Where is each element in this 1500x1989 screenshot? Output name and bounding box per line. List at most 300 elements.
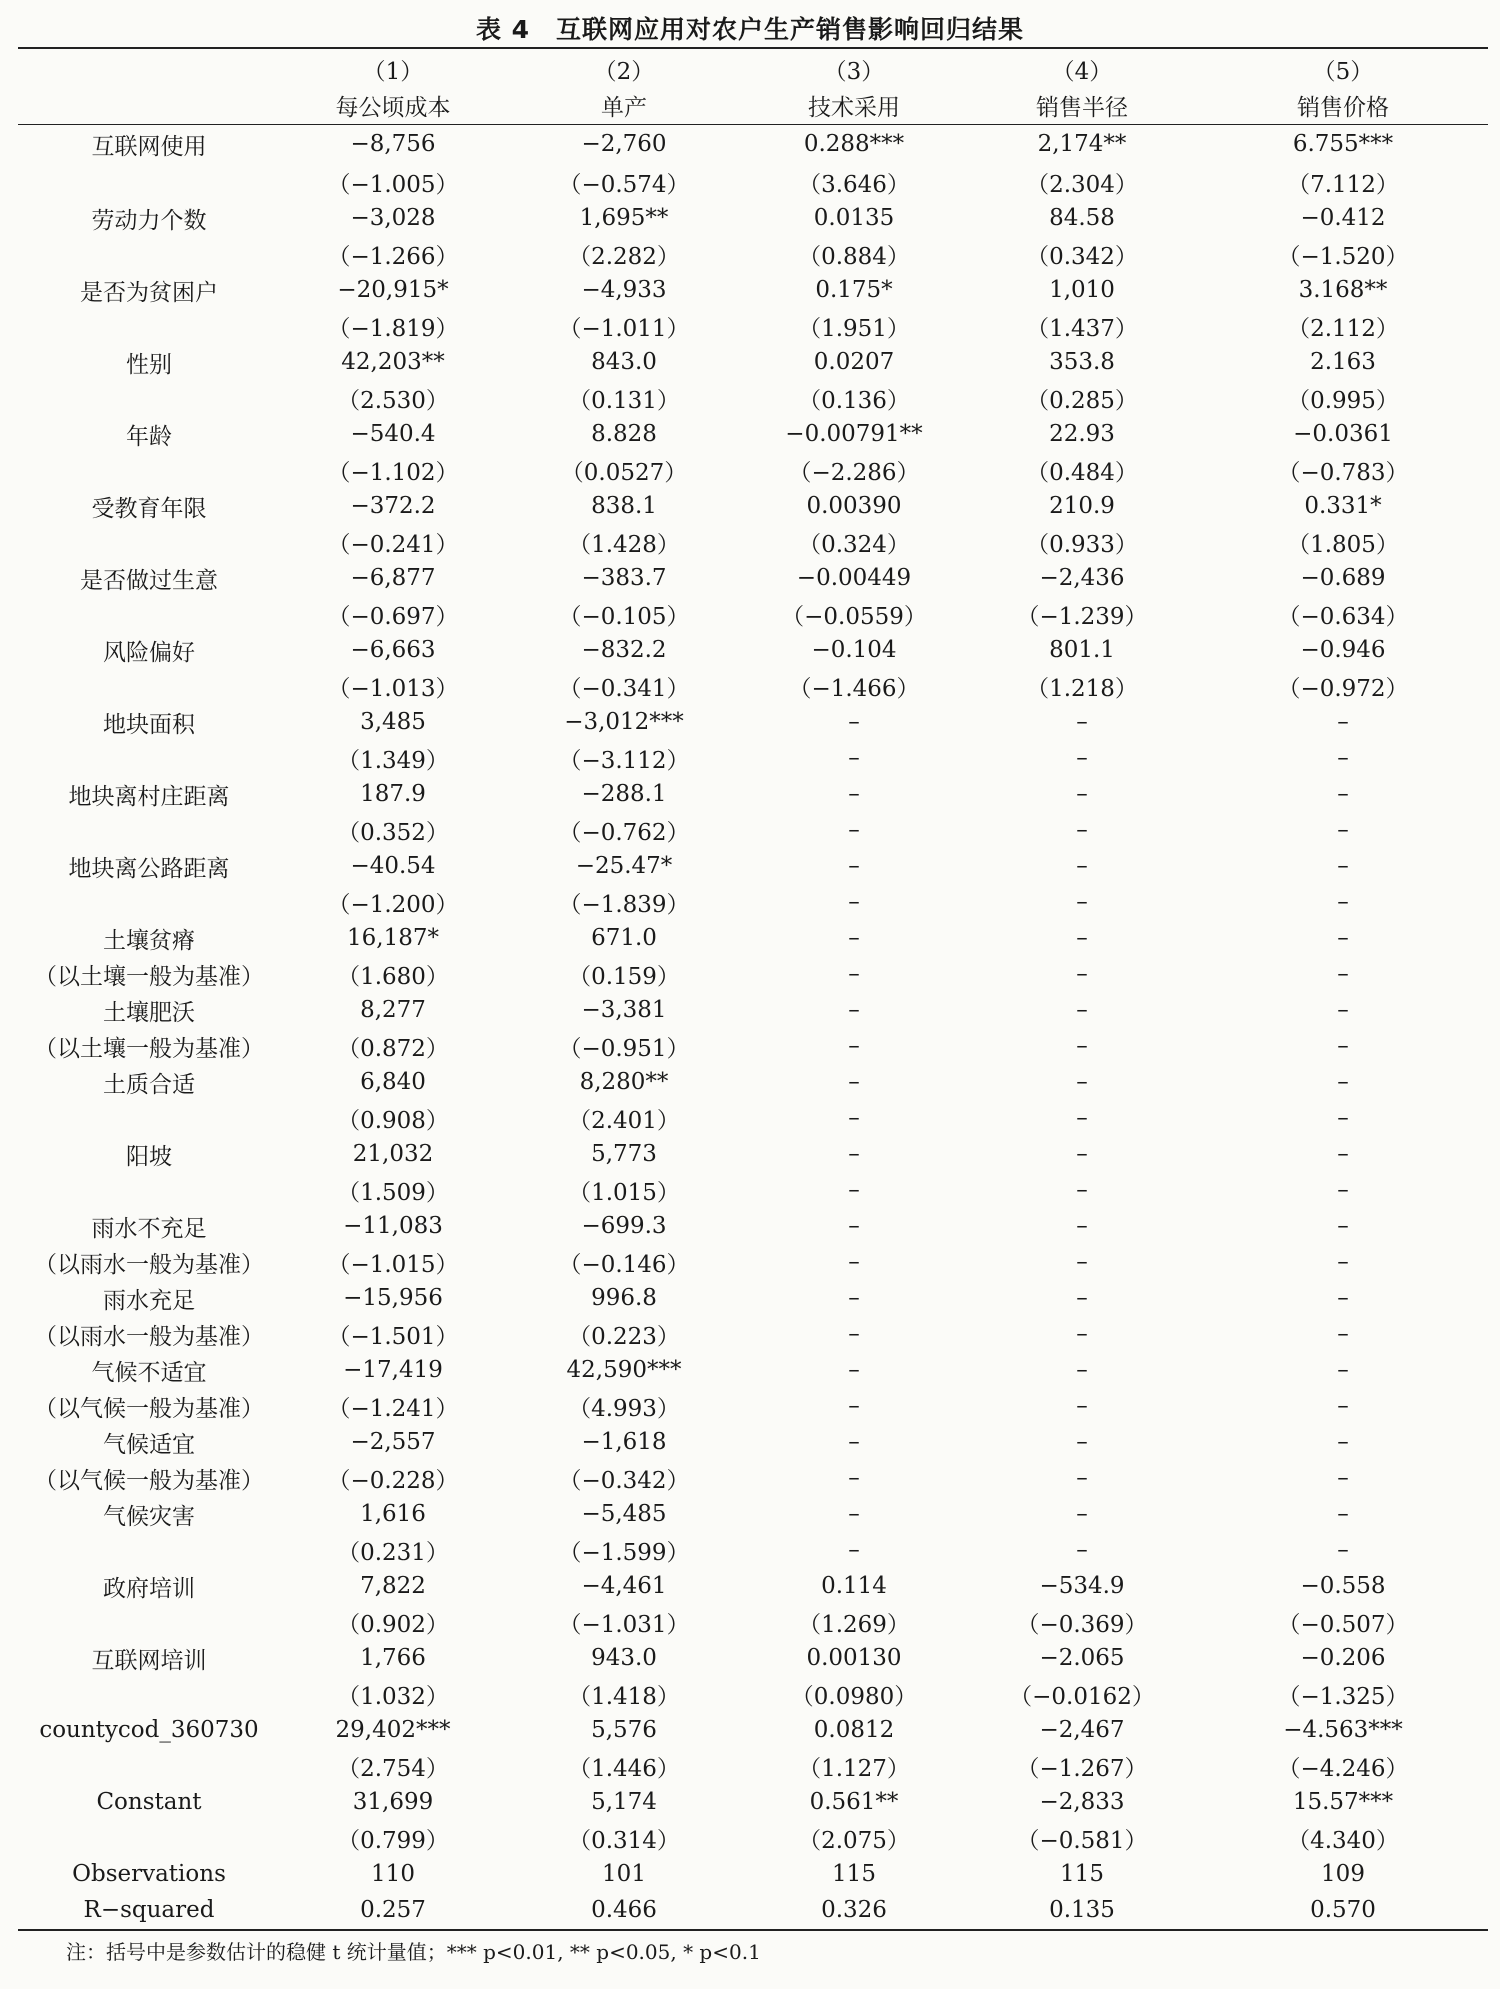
table-cell: 115 bbox=[832, 1861, 876, 1887]
table-cell: – bbox=[848, 997, 860, 1023]
table-cell: – bbox=[1076, 925, 1088, 951]
table-cell: – bbox=[1076, 853, 1088, 879]
table-row bbox=[18, 1316, 1488, 1352]
table-cell: −0.00449 bbox=[796, 565, 912, 591]
table-cell: −0.689 bbox=[1300, 565, 1386, 591]
row-label: （以气候一般为基准） bbox=[34, 1467, 264, 1494]
table-cell: 0.326 bbox=[821, 1897, 887, 1923]
row-label: 地块离公路距离 bbox=[68, 855, 230, 882]
table-cell: 42,590*** bbox=[566, 1357, 682, 1383]
table-cell: 7,822 bbox=[360, 1573, 426, 1599]
table-cell: （2.112） bbox=[1287, 315, 1399, 342]
table-cell: （−0.783） bbox=[1277, 459, 1409, 486]
column-number: （4） bbox=[1051, 58, 1113, 85]
table-cell: – bbox=[1076, 1393, 1088, 1419]
row-label: （以土壤一般为基准） bbox=[34, 1035, 264, 1062]
table-body bbox=[18, 124, 1488, 1928]
table-cell: 8,280** bbox=[579, 1069, 669, 1095]
row-label bbox=[18, 740, 280, 776]
table-cell: 0.135 bbox=[1049, 1897, 1115, 1923]
row-label: Observations bbox=[72, 1861, 226, 1887]
table-cell: – bbox=[1337, 1177, 1349, 1203]
table-cell: （0.995） bbox=[1287, 387, 1399, 414]
table-cell: （0.136） bbox=[798, 387, 910, 414]
row-label: 雨水不充足 bbox=[91, 1215, 207, 1242]
table-cell: −0.104 bbox=[811, 637, 897, 663]
row-label: （以雨水一般为基准） bbox=[34, 1323, 264, 1350]
table-cell: 5,174 bbox=[591, 1789, 657, 1815]
table-cell: 31,699 bbox=[352, 1789, 434, 1815]
table-cell: （−3.112） bbox=[558, 747, 690, 774]
table-cell: −0.206 bbox=[1300, 1645, 1386, 1671]
table-cell: −8,756 bbox=[350, 131, 436, 157]
table-cell: （1.015） bbox=[568, 1179, 680, 1206]
row-label: 土壤肥沃 bbox=[103, 999, 195, 1026]
table-cell: −0.0361 bbox=[1293, 421, 1393, 447]
column-header: 销售半径 bbox=[1036, 94, 1128, 121]
table-cell: −0.412 bbox=[1300, 205, 1386, 231]
table-cell: – bbox=[848, 853, 860, 879]
table-row bbox=[18, 632, 1488, 668]
table-cell: – bbox=[1337, 1321, 1349, 1347]
bottom-rule bbox=[18, 1929, 1488, 1931]
table-cell: （1.418） bbox=[568, 1683, 680, 1710]
table-cell: – bbox=[1337, 1105, 1349, 1131]
table-cell: （0.484） bbox=[1026, 459, 1138, 486]
table-cell: （−1.266） bbox=[327, 243, 459, 270]
table-cell: 1,766 bbox=[360, 1645, 426, 1671]
row-label bbox=[18, 1748, 280, 1784]
table-row bbox=[18, 1748, 1488, 1784]
table-cell: 1,616 bbox=[360, 1501, 426, 1527]
table-cell: – bbox=[1076, 1501, 1088, 1527]
table-row bbox=[18, 1028, 1488, 1064]
table-row bbox=[18, 596, 1488, 632]
table-cell: – bbox=[1337, 1465, 1349, 1491]
table-cell: – bbox=[1076, 781, 1088, 807]
table-cell: （−1.520） bbox=[1277, 243, 1409, 270]
table-cell: （1.428） bbox=[568, 531, 680, 558]
table-cell: – bbox=[1076, 1033, 1088, 1059]
table-cell: – bbox=[1076, 889, 1088, 915]
table-cell: – bbox=[1337, 1393, 1349, 1419]
table-cell: （2.401） bbox=[568, 1107, 680, 1134]
table-cell: （7.112） bbox=[1287, 171, 1399, 198]
table-row bbox=[18, 164, 1488, 200]
table-row bbox=[18, 1532, 1488, 1568]
table-cell: −832.2 bbox=[581, 637, 667, 663]
table-cell: （3.646） bbox=[798, 171, 910, 198]
table-cell: 996.8 bbox=[591, 1285, 657, 1311]
table-row bbox=[18, 308, 1488, 344]
table-cell: −17,419 bbox=[343, 1357, 443, 1383]
table-cell: （0.902） bbox=[337, 1611, 449, 1638]
table-cell: – bbox=[1076, 709, 1088, 735]
table-cell: −3,012*** bbox=[564, 709, 684, 735]
table-row bbox=[18, 1208, 1488, 1244]
table-cell: 0.114 bbox=[821, 1573, 887, 1599]
table-cell: −0.558 bbox=[1300, 1573, 1386, 1599]
table-title: 表 4 互联网应用对农户生产销售影响回归结果 bbox=[475, 15, 1025, 44]
row-label bbox=[18, 308, 280, 344]
table-cell: （1.218） bbox=[1026, 675, 1138, 702]
row-label: R−squared bbox=[83, 1897, 215, 1923]
table-row bbox=[18, 124, 1488, 164]
table-cell: −3,381 bbox=[581, 997, 667, 1023]
table-cell: 801.1 bbox=[1049, 637, 1115, 663]
table-cell: −2,833 bbox=[1039, 1789, 1125, 1815]
table-row bbox=[18, 1820, 1488, 1856]
table-cell: 2,174** bbox=[1037, 131, 1127, 157]
row-label bbox=[18, 596, 280, 632]
table-cell: – bbox=[1337, 1537, 1349, 1563]
column-header: 单产 bbox=[601, 94, 647, 121]
table-cell: 1,695** bbox=[579, 205, 669, 231]
table-row bbox=[18, 1172, 1488, 1208]
table-cell: （1.680） bbox=[337, 963, 449, 990]
table-cell: 943.0 bbox=[591, 1645, 657, 1671]
row-label bbox=[18, 1604, 280, 1640]
table-cell: 353.8 bbox=[1049, 349, 1115, 375]
table-row bbox=[18, 956, 1488, 992]
table-cell: – bbox=[1337, 745, 1349, 771]
row-label: 阳坡 bbox=[126, 1143, 172, 1170]
table-cell: （−1.501） bbox=[327, 1323, 459, 1350]
table-cell: （−0.574） bbox=[558, 171, 690, 198]
table-cell: （−1.015） bbox=[327, 1251, 459, 1278]
table-cell: （0.884） bbox=[798, 243, 910, 270]
table-cell: （−0.0162） bbox=[1009, 1683, 1155, 1710]
table-row bbox=[18, 560, 1488, 596]
table-cell: 29,402*** bbox=[335, 1717, 451, 1743]
row-label bbox=[18, 884, 280, 920]
table-cell: （−1.241） bbox=[327, 1395, 459, 1422]
table-cell: – bbox=[1076, 1429, 1088, 1455]
table-cell: （−0.0559） bbox=[781, 603, 927, 630]
table-cell: – bbox=[848, 961, 860, 987]
table-cell: （−1.839） bbox=[558, 891, 690, 918]
table-cell: （−0.634） bbox=[1277, 603, 1409, 630]
table-cell: −383.7 bbox=[581, 565, 667, 591]
table-cell: – bbox=[1337, 1213, 1349, 1239]
table-cell: （−1.013） bbox=[327, 675, 459, 702]
table-cell: （−1.819） bbox=[327, 315, 459, 342]
table-row bbox=[18, 1280, 1488, 1316]
table-cell: −534.9 bbox=[1039, 1573, 1125, 1599]
table-cell: （−0.342） bbox=[558, 1467, 690, 1494]
table-cell: −540.4 bbox=[350, 421, 436, 447]
row-label: 劳动力个数 bbox=[91, 207, 207, 234]
row-label: 风险偏好 bbox=[103, 639, 195, 666]
table-cell: −699.3 bbox=[581, 1213, 667, 1239]
table-cell: – bbox=[1076, 1069, 1088, 1095]
table-cell: – bbox=[848, 1393, 860, 1419]
table-cell: 3.168** bbox=[1298, 277, 1388, 303]
table-cell: – bbox=[1337, 1357, 1349, 1383]
table-row bbox=[18, 1424, 1488, 1460]
row-label: 气候灾害 bbox=[103, 1503, 195, 1530]
table-cell: −2,557 bbox=[350, 1429, 436, 1455]
row-label: 年龄 bbox=[126, 423, 172, 450]
row-label: 互联网使用 bbox=[91, 133, 207, 160]
table-row bbox=[18, 812, 1488, 848]
table-cell: −288.1 bbox=[581, 781, 667, 807]
row-label: 地块面积 bbox=[103, 711, 195, 738]
table-cell: −25.47* bbox=[575, 853, 673, 879]
table-cell: （0.159） bbox=[568, 963, 680, 990]
table-cell: −4,461 bbox=[581, 1573, 667, 1599]
table-cell: −15,956 bbox=[343, 1285, 443, 1311]
table-cell: 2.163 bbox=[1310, 349, 1376, 375]
column-header: 销售价格 bbox=[1297, 94, 1389, 121]
table-cell: – bbox=[1076, 1213, 1088, 1239]
table-cell: （−4.246） bbox=[1277, 1755, 1409, 1782]
table-cell: （0.933） bbox=[1026, 531, 1138, 558]
table-cell: 0.466 bbox=[591, 1897, 657, 1923]
table-cell: – bbox=[848, 1213, 860, 1239]
table-cell: 838.1 bbox=[591, 493, 657, 519]
table-cell: 3,485 bbox=[360, 709, 426, 735]
table-cell: −6,877 bbox=[350, 565, 436, 591]
table-row bbox=[18, 380, 1488, 416]
table-cell: （0.342） bbox=[1026, 243, 1138, 270]
table-cell: −2.065 bbox=[1039, 1645, 1125, 1671]
row-label bbox=[18, 1820, 280, 1856]
table-cell: 84.58 bbox=[1049, 205, 1115, 231]
table-cell: – bbox=[848, 1465, 860, 1491]
table-cell: −3,028 bbox=[350, 205, 436, 231]
table-cell: – bbox=[848, 925, 860, 951]
table-cell: – bbox=[848, 1285, 860, 1311]
table-row bbox=[18, 1100, 1488, 1136]
table-cell: – bbox=[848, 1429, 860, 1455]
table-cell: 109 bbox=[1321, 1861, 1365, 1887]
top-rule bbox=[18, 47, 1488, 49]
table-cell: −2,467 bbox=[1039, 1717, 1125, 1743]
table-cell: – bbox=[1076, 1105, 1088, 1131]
row-label: countycod_360730 bbox=[39, 1717, 259, 1743]
table-cell: （2.075） bbox=[798, 1827, 910, 1854]
row-label: 是否为贫困户 bbox=[80, 279, 218, 306]
table-cell: （−1.031） bbox=[558, 1611, 690, 1638]
table-cell: −5,485 bbox=[581, 1501, 667, 1527]
table-cell: （−1.239） bbox=[1016, 603, 1148, 630]
table-cell: −4.563*** bbox=[1283, 1717, 1403, 1743]
row-label bbox=[18, 380, 280, 416]
regression-table bbox=[18, 52, 1488, 1928]
row-label bbox=[18, 668, 280, 704]
table-row bbox=[18, 740, 1488, 776]
table-row bbox=[18, 992, 1488, 1028]
table-cell: 21,032 bbox=[352, 1141, 434, 1167]
table-cell: – bbox=[1337, 889, 1349, 915]
table-row bbox=[18, 1856, 1488, 1892]
table-cell: – bbox=[1337, 781, 1349, 807]
table-cell: – bbox=[1076, 997, 1088, 1023]
row-label: 政府培训 bbox=[103, 1575, 195, 1602]
table-cell: 42,203** bbox=[341, 349, 445, 375]
table-cell: （1.951） bbox=[798, 315, 910, 342]
table-cell: （−1.325） bbox=[1277, 1683, 1409, 1710]
table-cell: – bbox=[848, 1105, 860, 1131]
table-cell: （−0.241） bbox=[327, 531, 459, 558]
table-cell: （1.269） bbox=[798, 1611, 910, 1638]
table-cell: – bbox=[1337, 1501, 1349, 1527]
table-cell: – bbox=[848, 1537, 860, 1563]
table-cell: – bbox=[848, 1177, 860, 1203]
row-label: （以雨水一般为基准） bbox=[34, 1251, 264, 1278]
table-cell: – bbox=[1076, 1537, 1088, 1563]
table-cell: 5,773 bbox=[591, 1141, 657, 1167]
column-number: （1） bbox=[362, 58, 424, 85]
table-row bbox=[18, 1352, 1488, 1388]
table-cell: 110 bbox=[371, 1861, 415, 1887]
table-cell: – bbox=[848, 1357, 860, 1383]
table-cell: – bbox=[1337, 997, 1349, 1023]
table-cell: （−2.286） bbox=[788, 459, 920, 486]
table-cell: （1.509） bbox=[337, 1179, 449, 1206]
table-cell: （2.754） bbox=[337, 1755, 449, 1782]
table-row bbox=[18, 524, 1488, 560]
row-label bbox=[18, 1676, 280, 1712]
table-cell: 0.0135 bbox=[813, 205, 895, 231]
table-cell: – bbox=[1337, 961, 1349, 987]
column-number: （5） bbox=[1312, 58, 1374, 85]
table-cell: – bbox=[848, 1249, 860, 1275]
table-cell: （0.352） bbox=[337, 819, 449, 846]
table-cell: （−0.951） bbox=[558, 1035, 690, 1062]
table-cell: – bbox=[1337, 1069, 1349, 1095]
row-label bbox=[18, 812, 280, 848]
table-cell: – bbox=[1337, 925, 1349, 951]
table-cell: （0.908） bbox=[337, 1107, 449, 1134]
table-cell: – bbox=[1337, 817, 1349, 843]
row-label: 地块离村庄距离 bbox=[68, 783, 230, 810]
table-cell: – bbox=[1337, 1033, 1349, 1059]
table-row bbox=[18, 1784, 1488, 1820]
table-cell: （1.032） bbox=[337, 1683, 449, 1710]
row-label: 性别 bbox=[126, 351, 172, 378]
table-cell: （0.872） bbox=[337, 1035, 449, 1062]
table-cell: （1.127） bbox=[798, 1755, 910, 1782]
table-cell: 115 bbox=[1060, 1861, 1104, 1887]
table-cell: （0.131） bbox=[568, 387, 680, 414]
table-cell: 187.9 bbox=[360, 781, 426, 807]
table-cell: 0.561** bbox=[809, 1789, 899, 1815]
table-cell: 6,840 bbox=[360, 1069, 426, 1095]
table-cell: （1.446） bbox=[568, 1755, 680, 1782]
table-cell: 0.570 bbox=[1310, 1897, 1376, 1923]
table-row bbox=[18, 1136, 1488, 1172]
table-row bbox=[18, 884, 1488, 920]
table-cell: 16,187* bbox=[347, 925, 439, 951]
table-cell: – bbox=[1337, 1141, 1349, 1167]
table-cell: 843.0 bbox=[591, 349, 657, 375]
row-label bbox=[18, 1532, 280, 1568]
table-row bbox=[18, 1712, 1488, 1748]
table-cell: – bbox=[1076, 961, 1088, 987]
table-cell: （1.437） bbox=[1026, 315, 1138, 342]
table-cell: （2.304） bbox=[1026, 171, 1138, 198]
table-cell: 0.00390 bbox=[806, 493, 902, 519]
row-label: （以气候一般为基准） bbox=[34, 1395, 264, 1422]
row-label: （以土壤一般为基准） bbox=[34, 963, 264, 990]
table-row bbox=[18, 200, 1488, 236]
table-cell: −372.2 bbox=[350, 493, 436, 519]
table-row bbox=[18, 1064, 1488, 1100]
header-number-row bbox=[18, 52, 1488, 86]
table-cell: – bbox=[848, 781, 860, 807]
table-row bbox=[18, 1640, 1488, 1676]
table-cell: （−1.005） bbox=[327, 171, 459, 198]
column-number: （3） bbox=[823, 58, 885, 85]
table-cell: – bbox=[1337, 853, 1349, 879]
table-cell: （0.799） bbox=[337, 1827, 449, 1854]
table-cell: – bbox=[1076, 1141, 1088, 1167]
row-label bbox=[18, 164, 280, 200]
table-cell: – bbox=[1076, 1465, 1088, 1491]
table-row bbox=[18, 848, 1488, 884]
footnote: 注：括号中是参数估计的稳健 t 统计量值；*** p<0.01, ** p<0.05, * p<0.1 bbox=[66, 1940, 761, 1964]
table-cell: −4,933 bbox=[581, 277, 667, 303]
table-row bbox=[18, 1676, 1488, 1712]
table-cell: 0.175* bbox=[815, 277, 893, 303]
table-cell: （−0.507） bbox=[1277, 1611, 1409, 1638]
table-row bbox=[18, 236, 1488, 272]
table-cell: −0.946 bbox=[1300, 637, 1386, 663]
row-label bbox=[18, 452, 280, 488]
table-cell: – bbox=[1076, 1321, 1088, 1347]
table-row bbox=[18, 1496, 1488, 1532]
table-cell: 0.288*** bbox=[803, 131, 905, 157]
table-cell: （−1.200） bbox=[327, 891, 459, 918]
table-cell: （−1.599） bbox=[558, 1539, 690, 1566]
table-cell: – bbox=[1076, 745, 1088, 771]
table-cell: 0.257 bbox=[360, 1897, 426, 1923]
table-cell: （1.805） bbox=[1287, 531, 1399, 558]
row-label: 气候适宜 bbox=[103, 1431, 195, 1458]
row-label: 土质合适 bbox=[103, 1071, 195, 1098]
table-cell: （0.285） bbox=[1026, 387, 1138, 414]
table-row bbox=[18, 344, 1488, 380]
table-row bbox=[18, 776, 1488, 812]
table-cell: – bbox=[1076, 1249, 1088, 1275]
table-cell: −1,618 bbox=[581, 1429, 667, 1455]
table-cell: – bbox=[848, 1033, 860, 1059]
table-cell: – bbox=[1337, 1249, 1349, 1275]
row-label: 受教育年限 bbox=[91, 495, 207, 522]
table-cell: （−0.972） bbox=[1277, 675, 1409, 702]
table-cell: （−0.369） bbox=[1016, 1611, 1148, 1638]
row-label: 互联网培训 bbox=[91, 1647, 207, 1674]
table-cell: 0.331* bbox=[1304, 493, 1382, 519]
table-cell: （−0.697） bbox=[327, 603, 459, 630]
table-cell: – bbox=[1076, 1285, 1088, 1311]
table-cell: （0.0527） bbox=[560, 459, 688, 486]
table-cell: （0.324） bbox=[798, 531, 910, 558]
table-cell: （−0.146） bbox=[558, 1251, 690, 1278]
row-label bbox=[18, 1100, 280, 1136]
table-cell: – bbox=[848, 1501, 860, 1527]
row-label: 是否做过生意 bbox=[80, 567, 218, 594]
row-label: 雨水充足 bbox=[103, 1287, 195, 1314]
header-name-row bbox=[18, 86, 1488, 124]
table-cell: （2.282） bbox=[568, 243, 680, 270]
table-cell: 8.828 bbox=[591, 421, 657, 447]
table-cell: （−0.228） bbox=[327, 1467, 459, 1494]
table-cell: （−1.011） bbox=[558, 315, 690, 342]
table-cell: – bbox=[1076, 1357, 1088, 1383]
